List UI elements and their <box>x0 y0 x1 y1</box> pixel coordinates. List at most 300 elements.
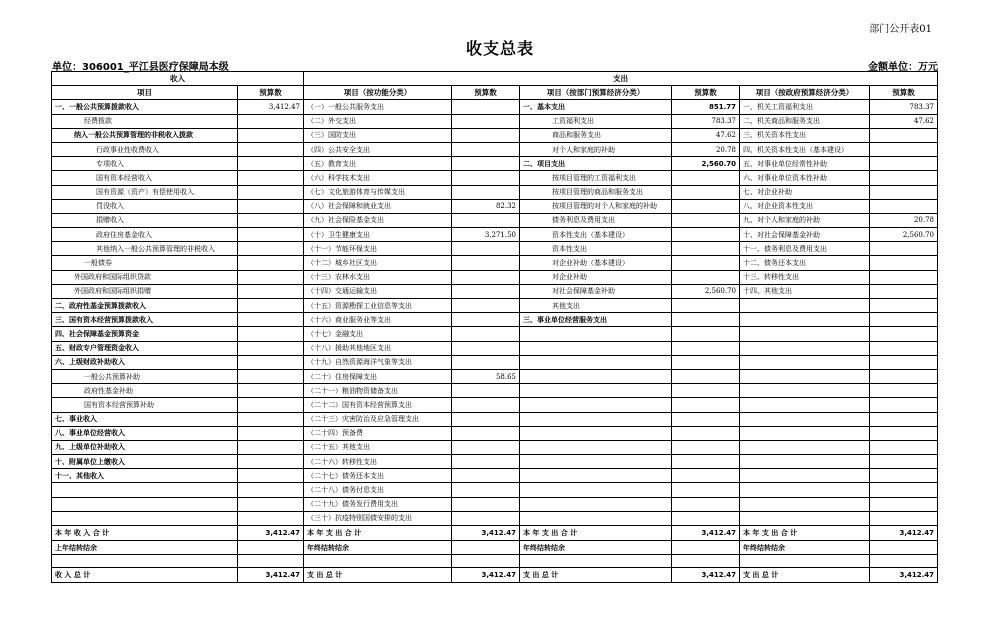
cell-gov-economic-item <box>740 299 870 313</box>
table-row <box>52 228 938 242</box>
cell-gov-economic-item: 七、对企业补助 <box>740 185 870 199</box>
cell-gov-economic-budget <box>870 483 938 497</box>
cell-income-budget <box>238 355 304 369</box>
cell-functional-budget <box>452 426 520 440</box>
cell-dept-economic-budget <box>672 327 740 341</box>
cell-functional-budget <box>452 455 520 469</box>
cell-income-budget: 3,412.47 <box>238 100 304 114</box>
cell-gov-economic-budget <box>870 284 938 298</box>
table-row <box>52 242 938 256</box>
cell-income-budget <box>238 185 304 199</box>
cell-functional-item <box>304 555 452 568</box>
cell-income-item: 外国政府和国际组织贷款 <box>52 270 238 284</box>
carryover-row <box>52 541 938 555</box>
cell-income-budget <box>238 497 304 511</box>
cell-functional-budget <box>452 541 520 555</box>
cell-dept-economic-item <box>520 455 672 469</box>
cell-functional-item: （一）一般公共服务支出 <box>304 100 452 114</box>
cell-gov-economic-item: 九、对个人和家庭的补助 <box>740 213 870 227</box>
cell-dept-economic-budget: 851.77 <box>672 100 740 114</box>
cell-functional-item: （十一）节能环保支出 <box>304 242 452 256</box>
cell-gov-economic-budget <box>870 555 938 568</box>
cell-gov-economic-item <box>740 412 870 426</box>
cell-gov-economic-budget <box>870 469 938 483</box>
cell-dept-economic-budget <box>672 256 740 270</box>
cell-gov-economic-budget <box>870 256 938 270</box>
cell-gov-economic-budget: 20.78 <box>870 213 938 227</box>
cell-functional-item: （二十七）债务还本支出 <box>304 469 452 483</box>
page-title: 收支总表 <box>465 39 534 58</box>
cell-gov-economic-item: 本 年 支 出 合 计 <box>740 526 870 541</box>
cell-functional-budget <box>452 284 520 298</box>
cell-income-budget <box>238 299 304 313</box>
cell-functional-item: 本 年 支 出 合 计 <box>304 526 452 541</box>
cell-functional-item: （二十八）债务付息支出 <box>304 483 452 497</box>
cell-income-item: 四、社会保障基金预算资金 <box>52 327 238 341</box>
col-header-gov-economic-item: 项目（按政府预算经济分类） <box>740 86 870 100</box>
table-row <box>52 270 938 284</box>
cell-gov-economic-budget <box>870 398 938 412</box>
cell-functional-item: （六）科学技术支出 <box>304 171 452 185</box>
table-row <box>52 199 938 213</box>
table-row <box>52 171 938 185</box>
cell-functional-item: （八）社会保障和就业支出 <box>304 199 452 213</box>
cell-income-item: 国有资本经营预算补助 <box>52 398 238 412</box>
cell-income-budget: 3,412.47 <box>238 526 304 541</box>
cell-income-budget <box>238 270 304 284</box>
cell-income-budget <box>238 157 304 171</box>
cell-gov-economic-budget: 47.62 <box>870 114 938 128</box>
cell-income-item: 政府性基金补助 <box>52 384 238 398</box>
cell-gov-economic-budget: 2,560.70 <box>870 228 938 242</box>
cell-dept-economic-item: 按项目管理的对个人和家庭的补助 <box>520 199 672 213</box>
cell-dept-economic-budget <box>672 313 740 327</box>
cell-dept-economic-budget <box>672 228 740 242</box>
cell-functional-item: （二十五）其他支出 <box>304 440 452 454</box>
cell-functional-item: （四）公共安全支出 <box>304 142 452 156</box>
cell-functional-item: （二）外交支出 <box>304 114 452 128</box>
cell-dept-economic-item: 二、项目支出 <box>520 157 672 171</box>
table-row <box>52 299 938 313</box>
cell-functional-item: （二十）住房保障支出 <box>304 369 452 383</box>
cell-income-item: 纳入一般公共预算管理的非税收入拨款 <box>52 128 238 142</box>
cell-income-budget <box>238 384 304 398</box>
cell-income-item: 五、财政专户管理资金收入 <box>52 341 238 355</box>
table-row <box>52 455 938 469</box>
cell-dept-economic-item <box>520 398 672 412</box>
cell-income-item: 一般债券 <box>52 256 238 270</box>
cell-income-item: 政府住房基金收入 <box>52 228 238 242</box>
table-row <box>52 355 938 369</box>
cell-dept-economic-budget <box>672 497 740 511</box>
table-row <box>52 142 938 156</box>
cell-dept-economic-item <box>520 327 672 341</box>
table-row <box>52 114 938 128</box>
grand-total-row <box>52 568 938 583</box>
cell-dept-economic-item: 对企业补助 <box>520 270 672 284</box>
cell-dept-economic-item: 一、基本支出 <box>520 100 672 114</box>
cell-dept-economic-budget <box>672 299 740 313</box>
cell-income-budget <box>238 440 304 454</box>
cell-income-item: 收 入 总 计 <box>52 568 238 583</box>
cell-functional-item: （二十一）粮油物资储备支出 <box>304 384 452 398</box>
cell-gov-economic-budget <box>870 299 938 313</box>
cell-dept-economic-budget <box>672 483 740 497</box>
cell-functional-item: （二十三）灾害防治及应急管理支出 <box>304 412 452 426</box>
cell-dept-economic-item: 资本性支出（基本建设） <box>520 228 672 242</box>
cell-dept-economic-budget: 20.78 <box>672 142 740 156</box>
cell-income-item: 其他纳入一般公共预算管理的非税收入 <box>52 242 238 256</box>
cell-functional-item: （十三）农林水支出 <box>304 270 452 284</box>
cell-income-item: 二、政府性基金预算拨款收入 <box>52 299 238 313</box>
cell-income-item: 六、上级财政补助收入 <box>52 355 238 369</box>
cell-dept-economic-item <box>520 355 672 369</box>
cell-dept-economic-budget <box>672 555 740 568</box>
cell-functional-budget <box>452 483 520 497</box>
col-header-functional-item: 项目（按功能分类） <box>304 86 452 100</box>
cell-gov-economic-item <box>740 313 870 327</box>
cell-dept-economic-budget <box>672 398 740 412</box>
table-row <box>52 327 938 341</box>
cell-dept-economic-item: 按项目管理的商品和服务支出 <box>520 185 672 199</box>
cell-income-item <box>52 483 238 497</box>
cell-gov-economic-budget <box>870 541 938 555</box>
cell-functional-budget <box>452 341 520 355</box>
cell-income-item: 七、事业收入 <box>52 412 238 426</box>
cell-dept-economic-item <box>520 369 672 383</box>
cell-income-item: 一般公共预算补助 <box>52 369 238 383</box>
cell-dept-economic-budget <box>672 242 740 256</box>
cell-gov-economic-budget <box>870 327 938 341</box>
cell-gov-economic-item: 三、机关资本性支出 <box>740 128 870 142</box>
cell-gov-economic-item: 六、对事业单位资本性补助 <box>740 171 870 185</box>
col-header-dept-economic-budget: 预算数 <box>672 86 740 100</box>
cell-income-item: 一、一般公共预算拨款收入 <box>52 100 238 114</box>
cell-income-budget <box>238 213 304 227</box>
cell-gov-economic-budget <box>870 412 938 426</box>
cell-functional-budget <box>452 511 520 525</box>
cell-dept-economic-budget <box>672 541 740 555</box>
cell-gov-economic-item <box>740 555 870 568</box>
cell-dept-economic-budget: 2,560.70 <box>672 157 740 171</box>
cell-gov-economic-item <box>740 426 870 440</box>
cell-gov-economic-item <box>740 398 870 412</box>
table-row <box>52 398 938 412</box>
cell-functional-budget <box>452 355 520 369</box>
cell-dept-economic-item <box>520 483 672 497</box>
cell-functional-item: （五）教育支出 <box>304 157 452 171</box>
cell-income-budget <box>238 398 304 412</box>
cell-functional-item: （三十）抗疫特别国债安排的支出 <box>304 511 452 525</box>
table-row <box>52 284 938 298</box>
cell-gov-economic-item: 十二、债务还本支出 <box>740 256 870 270</box>
cell-functional-item: （二十九）债务发行费用支出 <box>304 497 452 511</box>
table-row <box>52 469 938 483</box>
cell-dept-economic-budget <box>672 355 740 369</box>
report-code: 部门公开表01 <box>869 24 932 35</box>
col-header-income-budget: 预算数 <box>238 86 304 100</box>
cell-dept-economic-item: 年终结转结余 <box>520 541 672 555</box>
cell-gov-economic-budget <box>870 511 938 525</box>
table-row <box>52 313 938 327</box>
cell-gov-economic-item: 四、机关资本性支出（基本建设） <box>740 142 870 156</box>
cell-gov-economic-budget <box>870 426 938 440</box>
cell-dept-economic-budget: 3,412.47 <box>672 526 740 541</box>
cell-dept-economic-budget <box>672 426 740 440</box>
table-row <box>52 511 938 525</box>
cell-gov-economic-item <box>740 497 870 511</box>
cell-dept-economic-item: 按项目管理的工资福利支出 <box>520 171 672 185</box>
cell-income-item: 本 年 收 入 合 计 <box>52 526 238 541</box>
cell-income-item: 上年结转结余 <box>52 541 238 555</box>
unit-label: 单位：306001_平江县医疗保障局本级 <box>52 62 229 73</box>
cell-gov-economic-budget <box>870 242 938 256</box>
col-header-functional-budget: 预算数 <box>452 86 520 100</box>
cell-income-item: 八、事业单位经营收入 <box>52 426 238 440</box>
cell-gov-economic-budget <box>870 270 938 284</box>
table-row <box>52 426 938 440</box>
cell-income-item: 国有资源（资产）有偿使用收入 <box>52 185 238 199</box>
cell-gov-economic-item <box>740 440 870 454</box>
cell-income-budget <box>238 199 304 213</box>
cell-gov-economic-item: 五、对事业单位经常性补助 <box>740 157 870 171</box>
cell-gov-economic-item <box>740 327 870 341</box>
cell-functional-item: （三）国防支出 <box>304 128 452 142</box>
cell-income-budget <box>238 114 304 128</box>
cell-functional-budget <box>452 440 520 454</box>
table-row <box>52 412 938 426</box>
cell-functional-budget <box>452 142 520 156</box>
cell-functional-budget: 3,412.47 <box>452 568 520 583</box>
cell-dept-economic-item: 资本性支出 <box>520 242 672 256</box>
cell-income-item <box>52 555 238 568</box>
table-row <box>52 128 938 142</box>
cell-income-item: 十一、其他收入 <box>52 469 238 483</box>
cell-functional-budget <box>452 412 520 426</box>
table-row <box>52 369 938 383</box>
cell-income-item <box>52 511 238 525</box>
cell-functional-item: （十七）金融支出 <box>304 327 452 341</box>
cell-functional-budget <box>452 270 520 284</box>
cell-functional-budget <box>452 469 520 483</box>
cell-gov-economic-budget <box>870 440 938 454</box>
cell-gov-economic-item: 二、机关商品和服务支出 <box>740 114 870 128</box>
cell-functional-item: （十二）城乡社区支出 <box>304 256 452 270</box>
income-expense-table <box>51 71 938 583</box>
cell-gov-economic-item <box>740 355 870 369</box>
cell-gov-economic-budget: 3,412.47 <box>870 568 938 583</box>
cell-dept-economic-item: 对企业补助（基本建设） <box>520 256 672 270</box>
cell-dept-economic-budget <box>672 469 740 483</box>
cell-dept-economic-budget <box>672 455 740 469</box>
cell-gov-economic-budget <box>870 355 938 369</box>
cell-functional-budget <box>452 555 520 568</box>
cell-income-budget <box>238 228 304 242</box>
cell-dept-economic-budget <box>672 341 740 355</box>
cell-gov-economic-item: 十、对社会保障基金补助 <box>740 228 870 242</box>
cell-functional-budget <box>452 128 520 142</box>
cell-dept-economic-budget: 2,560.70 <box>672 284 740 298</box>
cell-functional-budget <box>452 256 520 270</box>
cell-functional-item: 年终结转结余 <box>304 541 452 555</box>
cell-dept-economic-budget <box>672 384 740 398</box>
cell-gov-economic-budget <box>870 313 938 327</box>
col-header-gov-economic-budget: 预算数 <box>870 86 938 100</box>
annual-total-row <box>52 526 938 541</box>
table-row <box>52 213 938 227</box>
cell-gov-economic-budget <box>870 341 938 355</box>
cell-gov-economic-item <box>740 469 870 483</box>
table-row <box>52 440 938 454</box>
cell-dept-economic-item: 三、事业单位经营服务支出 <box>520 313 672 327</box>
cell-dept-economic-item <box>520 511 672 525</box>
cell-functional-budget <box>452 114 520 128</box>
cell-dept-economic-budget <box>672 171 740 185</box>
cell-dept-economic-budget <box>672 511 740 525</box>
income-section-header: 收入 <box>52 72 304 86</box>
cell-income-budget <box>238 171 304 185</box>
cell-income-budget <box>238 242 304 256</box>
table-row <box>52 256 938 270</box>
cell-gov-economic-budget: 3,412.47 <box>870 526 938 541</box>
cell-income-budget <box>238 341 304 355</box>
cell-dept-economic-budget <box>672 199 740 213</box>
cell-income-item: 行政事业性收费收入 <box>52 142 238 156</box>
cell-dept-economic-budget: 783.37 <box>672 114 740 128</box>
cell-income-budget <box>238 469 304 483</box>
cell-gov-economic-budget <box>870 185 938 199</box>
cell-gov-economic-budget <box>870 199 938 213</box>
cell-gov-economic-item: 八、对企业资本性支出 <box>740 199 870 213</box>
cell-income-budget <box>238 284 304 298</box>
cell-gov-economic-item: 年终结转结余 <box>740 541 870 555</box>
cell-income-item: 外国政府和国际组织捐赠 <box>52 284 238 298</box>
cell-gov-economic-item <box>740 483 870 497</box>
cell-functional-item: （九）社会保险基金支出 <box>304 213 452 227</box>
cell-income-budget <box>238 511 304 525</box>
cell-gov-economic-item: 支 出 总 计 <box>740 568 870 583</box>
cell-functional-budget <box>452 171 520 185</box>
cell-functional-item: 支 出 总 计 <box>304 568 452 583</box>
cell-dept-economic-item <box>520 384 672 398</box>
cell-functional-budget <box>452 100 520 114</box>
col-header-income-item: 项目 <box>52 86 238 100</box>
cell-income-budget <box>238 313 304 327</box>
cell-income-item <box>52 497 238 511</box>
cell-income-budget <box>238 369 304 383</box>
cell-gov-economic-budget <box>870 157 938 171</box>
cell-gov-economic-budget <box>870 171 938 185</box>
expense-section-header: 支出 <box>304 72 938 86</box>
cell-gov-economic-item: 十三、转移性支出 <box>740 270 870 284</box>
cell-functional-budget <box>452 185 520 199</box>
cell-dept-economic-budget <box>672 270 740 284</box>
cell-gov-economic-budget <box>870 128 938 142</box>
cell-dept-economic-item <box>520 497 672 511</box>
table-row <box>52 341 938 355</box>
cell-income-item: 经费拨款 <box>52 114 238 128</box>
cell-dept-economic-item <box>520 555 672 568</box>
cell-income-item: 捐赠收入 <box>52 213 238 227</box>
cell-dept-economic-item: 其他支出 <box>520 299 672 313</box>
cell-gov-economic-budget <box>870 369 938 383</box>
cell-income-item: 专项收入 <box>52 157 238 171</box>
cell-dept-economic-item: 工资福利支出 <box>520 114 672 128</box>
cell-income-budget <box>238 483 304 497</box>
cell-dept-economic-item: 支 出 总 计 <box>520 568 672 583</box>
cell-income-budget <box>238 142 304 156</box>
cell-gov-economic-budget <box>870 497 938 511</box>
cell-dept-economic-item <box>520 426 672 440</box>
cell-functional-budget <box>452 242 520 256</box>
cell-functional-item: （十九）自然资源海洋气象等支出 <box>304 355 452 369</box>
cell-gov-economic-item <box>740 384 870 398</box>
cell-dept-economic-item: 商品和服务支出 <box>520 128 672 142</box>
table-row <box>52 185 938 199</box>
cell-gov-economic-item <box>740 341 870 355</box>
cell-functional-budget: 82.32 <box>452 199 520 213</box>
cell-functional-budget <box>452 157 520 171</box>
cell-gov-economic-budget: 783.37 <box>870 100 938 114</box>
cell-income-item: 罚没收入 <box>52 199 238 213</box>
cell-income-budget <box>238 128 304 142</box>
cell-dept-economic-item <box>520 341 672 355</box>
cell-dept-economic-budget <box>672 213 740 227</box>
cell-dept-economic-budget: 3,412.47 <box>672 568 740 583</box>
cell-functional-budget: 3,412.47 <box>452 526 520 541</box>
cell-dept-economic-budget <box>672 440 740 454</box>
cell-dept-economic-item: 对个人和家庭的补助 <box>520 142 672 156</box>
cell-income-item: 国有资本经营收入 <box>52 171 238 185</box>
cell-income-item: 九、上级单位补助收入 <box>52 440 238 454</box>
cell-functional-item: （二十六）转移性支出 <box>304 455 452 469</box>
cell-functional-budget <box>452 213 520 227</box>
cell-functional-item: （二十四）预备费 <box>304 426 452 440</box>
cell-income-budget <box>238 555 304 568</box>
cell-income-budget <box>238 541 304 555</box>
cell-dept-economic-budget <box>672 185 740 199</box>
cell-gov-economic-item <box>740 369 870 383</box>
cell-functional-item: （七）文化旅游体育与传媒支出 <box>304 185 452 199</box>
cell-functional-item: （十）卫生健康支出 <box>304 228 452 242</box>
table-row <box>52 384 938 398</box>
col-header-dept-economic-item: 项目（按部门预算经济分类） <box>520 86 672 100</box>
cell-dept-economic-item <box>520 469 672 483</box>
cell-income-item: 十、附属单位上缴收入 <box>52 455 238 469</box>
blank-row <box>52 555 938 568</box>
cell-gov-economic-item: 十四、其他支出 <box>740 284 870 298</box>
cell-functional-item: （十八）援助其他地区支出 <box>304 341 452 355</box>
cell-functional-item: （十四）交通运输支出 <box>304 284 452 298</box>
cell-dept-economic-item <box>520 412 672 426</box>
cell-functional-budget: 3,271.50 <box>452 228 520 242</box>
cell-functional-budget <box>452 384 520 398</box>
cell-gov-economic-item: 一、机关工资福利支出 <box>740 100 870 114</box>
table-row <box>52 497 938 511</box>
cell-income-budget: 3,412.47 <box>238 568 304 583</box>
cell-income-budget <box>238 412 304 426</box>
table-row <box>52 483 938 497</box>
cell-functional-item: （十六）商业服务业等支出 <box>304 313 452 327</box>
cell-gov-economic-item: 十一、债务利息及费用支出 <box>740 242 870 256</box>
table-row <box>52 100 938 114</box>
cell-income-item: 三、国有资本经营预算拨款收入 <box>52 313 238 327</box>
cell-gov-economic-budget <box>870 142 938 156</box>
cell-income-budget <box>238 455 304 469</box>
cell-functional-item: （二十二）国有资本经营预算支出 <box>304 398 452 412</box>
cell-gov-economic-item <box>740 455 870 469</box>
cell-dept-economic-budget: 47.62 <box>672 128 740 142</box>
